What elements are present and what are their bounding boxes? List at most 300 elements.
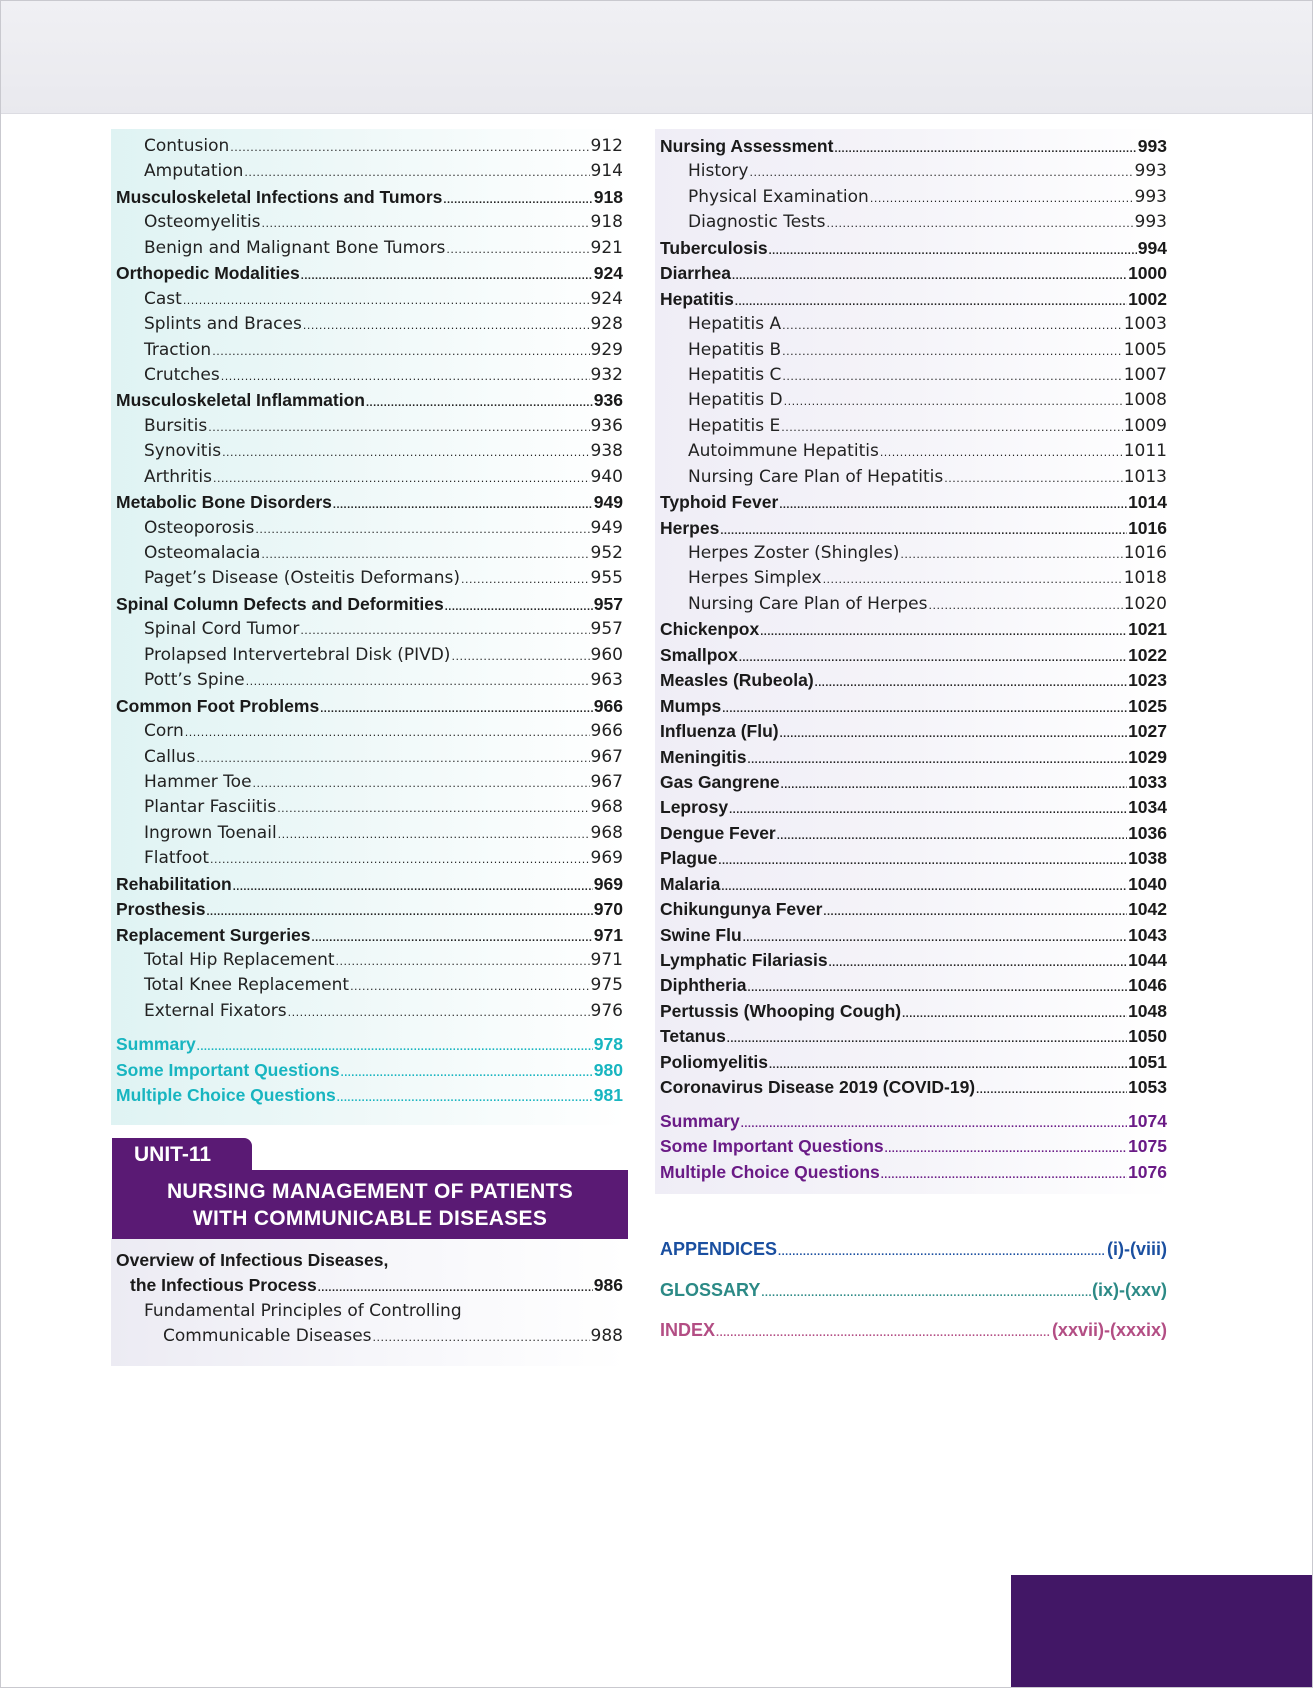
toc-entry[interactable] <box>116 617 623 642</box>
dot-leader <box>729 798 1127 823</box>
toc-entry-page: 1011 <box>1123 441 1167 462</box>
toc-entry[interactable] <box>116 261 623 286</box>
toc-entry[interactable] <box>116 134 623 159</box>
toc-entry[interactable] <box>116 795 623 820</box>
toc-entry-page: 966 <box>590 721 623 742</box>
dot-leader <box>197 1035 593 1060</box>
toc-entry-page: 1009 <box>1123 415 1167 436</box>
dot-leader <box>300 618 589 643</box>
toc-entry[interactable] <box>660 1134 1167 1159</box>
dot-leader <box>720 519 1127 544</box>
toc-entry[interactable] <box>660 745 1167 770</box>
toc-entry[interactable] <box>116 1058 623 1083</box>
toc-entry-title: Cast <box>144 288 182 309</box>
toc-entry-title: Hepatitis A <box>688 314 782 335</box>
toc-entry[interactable] <box>116 694 623 719</box>
toc-entry[interactable] <box>116 541 623 566</box>
dot-leader <box>741 1112 1127 1137</box>
unit-title-banner <box>112 1170 628 1239</box>
toc-entry[interactable] <box>116 516 623 541</box>
toc-entry[interactable] <box>660 795 1167 820</box>
toc-entry-page: 924 <box>590 288 623 309</box>
toc-entry[interactable] <box>660 134 1167 159</box>
toc-entry-title: Summary <box>660 1110 740 1131</box>
toc-entry-title: Callus <box>144 746 196 767</box>
toc-entry-page: 968 <box>590 822 623 843</box>
toc-left-column <box>116 134 623 1109</box>
dot-leader <box>827 211 1134 236</box>
toc-entry[interactable] <box>116 643 623 668</box>
toc-entry-page: 971 <box>590 950 623 970</box>
toc-entry[interactable] <box>660 1109 1167 1134</box>
toc-entry[interactable] <box>116 770 623 795</box>
toc-entry[interactable] <box>660 287 1167 312</box>
dot-leader <box>373 1325 590 1350</box>
toc-entry-page: 1027 <box>1128 721 1167 742</box>
dot-leader <box>823 567 1123 592</box>
toc-entry[interactable] <box>660 312 1167 337</box>
dot-leader <box>244 160 589 185</box>
toc-entry-page: 1075 <box>1128 1136 1167 1157</box>
toc-entry-title: Plantar Fasciitis <box>144 797 277 818</box>
toc-entry-title: Some Important Questions <box>116 1059 340 1080</box>
dot-leader <box>718 849 1127 874</box>
toc-entry[interactable] <box>660 694 1167 719</box>
toc-entry-title: Osteoporosis <box>144 517 255 538</box>
dot-leader <box>212 339 589 364</box>
toc-entry-page: 940 <box>590 466 623 487</box>
toc-entry-title: Nursing Care Plan of Herpes <box>688 593 928 614</box>
toc-entry[interactable] <box>660 948 1167 973</box>
dot-leader <box>748 748 1128 773</box>
dot-leader <box>301 264 593 289</box>
toc-entry[interactable] <box>660 973 1167 998</box>
dot-leader <box>262 211 590 236</box>
toc-entry-page: 1025 <box>1128 695 1167 716</box>
toc-entry-title: Hepatitis E <box>688 415 781 436</box>
toc-entry-title: APPENDICES <box>660 1239 778 1259</box>
toc-entry[interactable] <box>660 846 1167 871</box>
toc-entry[interactable] <box>116 745 623 770</box>
toc-entry[interactable] <box>660 338 1167 363</box>
corner-block <box>1011 1575 1313 1688</box>
toc-entry-title: Summary <box>116 1034 196 1055</box>
toc-entry-title: Smallpox <box>660 644 738 665</box>
dot-leader <box>233 875 593 900</box>
toc-entry-page: 975 <box>590 975 623 996</box>
toc-entry-title: Overview of Infectious Diseases, <box>116 1250 389 1270</box>
dot-leader <box>366 391 593 416</box>
toc-entry[interactable] <box>116 287 623 312</box>
toc-entry-title: Multiple Choice Questions <box>116 1085 336 1106</box>
toc-entry-page: 928 <box>590 314 623 335</box>
toc-entry-page: 960 <box>590 644 623 665</box>
toc-entry-title: Dengue Fever <box>660 822 776 843</box>
toc-entry[interactable] <box>660 185 1167 210</box>
toc-entry-page: 938 <box>590 441 623 462</box>
dot-leader <box>221 364 590 389</box>
toc-entry-title: Tetanus <box>660 1026 726 1047</box>
toc-entry-title: Chikungunya Fever <box>660 899 823 920</box>
toc-entry[interactable] <box>660 872 1167 897</box>
toc-entry[interactable] <box>660 1050 1167 1075</box>
toc-entry-page: 936 <box>590 415 623 436</box>
toc-entry-title: Poliomyelitis <box>660 1051 768 1072</box>
dot-leader <box>778 1240 1106 1265</box>
dot-leader <box>230 135 589 160</box>
dot-leader <box>881 1163 1127 1188</box>
toc-entry[interactable] <box>660 668 1167 693</box>
toc-entry[interactable] <box>116 1032 623 1057</box>
toc-entry[interactable] <box>116 414 623 439</box>
toc-entry[interactable] <box>116 948 623 973</box>
toc-entry-page: 936 <box>593 390 623 411</box>
toc-entry-title: Prolapsed Intervertebral Disk (PIVD) <box>144 644 451 665</box>
dot-leader <box>834 137 1136 162</box>
toc-entry-page: 1000 <box>1128 263 1167 284</box>
toc-entry-title: Pott’s Spine <box>144 670 245 691</box>
toc-entry-title: Fundamental Principles of Controlling <box>144 1300 462 1321</box>
dot-leader <box>185 720 590 745</box>
toc-entry[interactable] <box>116 566 623 591</box>
toc-entry[interactable] <box>116 999 623 1024</box>
dot-leader <box>183 288 590 313</box>
dot-leader <box>312 926 593 951</box>
toc-entry-page: 981 <box>593 1085 623 1106</box>
toc-entry-page: 1029 <box>1128 746 1167 767</box>
toc-entry-page: 1003 <box>1123 314 1167 335</box>
dot-leader <box>944 466 1122 491</box>
toc-entry[interactable] <box>660 1075 1167 1100</box>
toc-entry-page: 1020 <box>1123 593 1167 614</box>
toc-entry[interactable] <box>660 1160 1167 1185</box>
toc-entry-page: 967 <box>590 771 623 792</box>
toc-entry-title: Hepatitis <box>660 288 734 309</box>
dot-leader <box>350 974 589 999</box>
toc-entry-page: 949 <box>590 517 623 538</box>
toc-entry-title: Hepatitis B <box>688 339 782 360</box>
toc-entry-page: 957 <box>593 593 623 614</box>
toc-entry-title: Measles (Rubeola) <box>660 670 814 691</box>
toc-entry-title: Typhoid Fever <box>660 492 779 513</box>
toc-entry-title: Autoimmune Hepatitis <box>688 441 879 462</box>
toc-entry-title: Paget’s Disease (Osteitis Deformans) <box>144 568 460 589</box>
toc-entry[interactable] <box>116 388 623 413</box>
toc-entry[interactable] <box>660 643 1167 668</box>
toc-entry[interactable] <box>116 973 623 998</box>
toc-entry-page: 1013 <box>1123 466 1167 487</box>
toc-entry[interactable] <box>116 363 623 388</box>
dot-leader <box>206 900 592 925</box>
toc-entry[interactable] <box>660 1278 1167 1319</box>
toc-entry-page: 952 <box>590 543 623 563</box>
toc-entry[interactable] <box>116 439 623 464</box>
toc-entry-page: 1038 <box>1128 848 1167 869</box>
dot-leader <box>779 493 1127 518</box>
toc-entry-page: 949 <box>593 492 623 513</box>
toc-entry-title: Herpes Simplex <box>688 568 822 589</box>
toc-entry[interactable] <box>116 719 623 744</box>
toc-entry-page: 993 <box>1134 212 1167 233</box>
dot-leader <box>318 1276 593 1301</box>
toc-entry-title: Osteomyelitis <box>144 212 261 233</box>
toc-entry-page: 963 <box>590 670 623 691</box>
toc-entry[interactable] <box>116 185 623 210</box>
toc-entry-title: Hammer Toe <box>144 771 252 792</box>
toc-entry-title: Influenza (Flu) <box>660 721 779 742</box>
toc-entry-page: 1051 <box>1128 1051 1167 1072</box>
dot-leader <box>261 542 589 567</box>
toc-entry-title: INDEX <box>660 1320 716 1340</box>
toc-entry[interactable] <box>660 719 1167 744</box>
dot-leader <box>277 796 589 821</box>
dot-leader <box>246 669 590 694</box>
toc-entry[interactable] <box>660 236 1167 261</box>
dot-leader <box>278 822 590 847</box>
toc-entry[interactable] <box>660 210 1167 235</box>
toc-entry-page: 1033 <box>1128 771 1167 792</box>
dot-leader <box>902 1002 1127 1027</box>
toc-right-column <box>660 134 1167 1185</box>
toc-entry-title: Rehabilitation <box>116 873 232 894</box>
toc-entry-title: Malaria <box>660 873 721 894</box>
toc-entry[interactable] <box>660 923 1167 948</box>
toc-entry-title: Physical Examination <box>688 186 869 207</box>
dot-leader <box>782 313 1123 338</box>
toc-entry-title: Musculoskeletal Infections and Tumors <box>116 186 443 207</box>
toc-entry[interactable] <box>116 490 623 515</box>
toc-entry[interactable] <box>116 846 623 871</box>
toc-entry-title: Coronavirus Disease 2019 (COVID-19) <box>660 1077 976 1098</box>
toc-unit-column <box>116 1248 623 1350</box>
dot-leader <box>781 415 1123 440</box>
toc-entry[interactable] <box>116 159 623 184</box>
dot-leader <box>769 1053 1127 1078</box>
toc-entry[interactable] <box>660 363 1167 388</box>
dot-leader <box>303 313 590 338</box>
toc-entry-title: Metabolic Bone Disorders <box>116 492 332 513</box>
toc-entry-page: 1076 <box>1128 1161 1167 1182</box>
toc-entry[interactable] <box>116 1248 623 1273</box>
toc-entry[interactable] <box>660 999 1167 1024</box>
dot-leader <box>727 1027 1127 1052</box>
dot-leader <box>815 671 1127 696</box>
page-header-band <box>0 0 1313 114</box>
toc-entry[interactable] <box>660 566 1167 591</box>
toc-entry-title: Communicable Diseases <box>163 1326 372 1347</box>
dot-leader <box>445 595 593 620</box>
toc-entry-title: the Infectious Process <box>130 1275 317 1296</box>
toc-entry-title: Nursing Care Plan of Hepatitis <box>688 466 944 487</box>
dot-leader <box>320 697 593 722</box>
toc-entry-page: 980 <box>593 1059 623 1080</box>
dot-leader <box>777 824 1127 849</box>
toc-entry-title: External Fixators <box>144 1000 287 1021</box>
dot-leader <box>732 264 1127 289</box>
toc-entry-page: 918 <box>590 212 623 233</box>
toc-entry-title: Traction <box>144 339 212 360</box>
toc-entry-page: 1034 <box>1128 797 1167 818</box>
toc-entry-title: Plague <box>660 848 718 869</box>
toc-entry-page: 1050 <box>1128 1026 1167 1047</box>
dot-leader <box>446 237 589 262</box>
toc-entry-title: Total Knee Replacement <box>144 975 350 996</box>
toc-entry-page: 968 <box>590 797 623 818</box>
toc-entry-title: Spinal Cord Tumor <box>144 619 300 640</box>
toc-entry-page: 967 <box>590 746 623 767</box>
dot-leader <box>222 440 589 465</box>
toc-entry-page: 929 <box>590 339 623 360</box>
toc-entry-title: Hepatitis C <box>688 364 782 385</box>
dot-leader <box>336 949 590 974</box>
back-matter-list <box>660 1237 1167 1359</box>
toc-entry-title: Osteomalacia <box>144 543 261 563</box>
toc-entry[interactable] <box>116 1324 623 1349</box>
toc-entry-title: Leprosy <box>660 797 729 818</box>
toc-entry[interactable] <box>660 897 1167 922</box>
dot-leader <box>761 1281 1091 1306</box>
toc-entry[interactable] <box>116 1273 623 1298</box>
toc-entry-page: 914 <box>590 161 623 182</box>
toc-entry-title: Splints and Braces <box>144 314 302 335</box>
toc-entry-title: Nursing Assessment <box>660 136 834 156</box>
toc-entry-title: Flatfoot <box>144 848 210 869</box>
dot-leader <box>341 1061 593 1086</box>
toc-entry-page: 994 <box>1137 237 1167 258</box>
toc-entry-page: 955 <box>590 568 623 589</box>
toc-entry-title: Diarrhea <box>660 263 732 284</box>
toc-entry[interactable] <box>660 592 1167 617</box>
dot-leader <box>780 722 1127 747</box>
dot-leader <box>743 926 1127 951</box>
toc-entry-page: 912 <box>590 136 623 156</box>
toc-entry[interactable] <box>660 821 1167 846</box>
toc-entry[interactable] <box>660 541 1167 566</box>
toc-entry-title: Corn <box>144 721 184 742</box>
toc-entry[interactable] <box>116 1083 623 1108</box>
toc-entry[interactable] <box>660 388 1167 413</box>
toc-entry-title: Orthopedic Modalities <box>116 263 300 284</box>
toc-entry-page: 966 <box>593 695 623 716</box>
dot-leader <box>781 773 1127 798</box>
toc-entry[interactable] <box>116 668 623 693</box>
toc-entry-page: 1043 <box>1128 924 1167 945</box>
toc-entry-page: 1007 <box>1123 364 1167 385</box>
toc-entry-page: 1036 <box>1128 822 1167 843</box>
toc-entry-page: 1022 <box>1128 644 1167 665</box>
toc-entry-title: Swine Flu <box>660 924 742 945</box>
toc-entry-page: 1074 <box>1128 1110 1167 1131</box>
dot-leader <box>208 415 589 440</box>
toc-entry-page: 921 <box>590 237 623 258</box>
toc-entry-title: Arthritis <box>144 466 213 487</box>
toc-entry-page: 932 <box>590 364 623 385</box>
unit-title-line2: WITH COMMUNICABLE DISEASES <box>192 1207 548 1230</box>
toc-entry-page: (xxvii)-(xxxix) <box>1051 1320 1167 1340</box>
dot-leader <box>823 900 1127 925</box>
toc-entry-page: 1053 <box>1128 1077 1167 1098</box>
dot-leader <box>784 389 1123 414</box>
toc-entry[interactable] <box>660 1024 1167 1049</box>
toc-entry-page: 918 <box>593 186 623 207</box>
toc-entry-page: 971 <box>593 924 623 945</box>
dot-leader <box>716 1321 1051 1346</box>
toc-entry[interactable] <box>116 236 623 261</box>
toc-entry-title: Pertussis (Whooping Cough) <box>660 1000 902 1021</box>
dot-leader <box>739 646 1127 671</box>
toc-entry-page: 924 <box>593 263 623 284</box>
toc-entry[interactable] <box>660 414 1167 439</box>
toc-entry-page: 1021 <box>1128 619 1167 640</box>
toc-entry[interactable] <box>660 516 1167 541</box>
dot-leader <box>721 875 1127 900</box>
dot-leader <box>880 440 1123 465</box>
toc-entry[interactable] <box>116 897 623 922</box>
toc-entry-page: 1002 <box>1128 288 1167 309</box>
toc-entry[interactable] <box>116 592 623 617</box>
toc-entry[interactable] <box>116 338 623 363</box>
toc-entry[interactable] <box>660 490 1167 515</box>
toc-entry[interactable] <box>116 821 623 846</box>
toc-entry-page: 1048 <box>1128 1000 1167 1021</box>
toc-entry-title: Some Important Questions <box>660 1136 884 1157</box>
toc-entry-title: Common Foot Problems <box>116 695 320 716</box>
dot-leader <box>976 1078 1127 1103</box>
dot-leader <box>443 188 592 213</box>
toc-entry[interactable] <box>116 923 623 948</box>
dot-leader <box>829 951 1127 976</box>
toc-entry-title: Bursitis <box>144 415 208 436</box>
toc-entry[interactable] <box>660 261 1167 286</box>
dot-leader <box>885 1137 1127 1162</box>
toc-entry[interactable] <box>116 1299 623 1324</box>
toc-entry-title: Synovitis <box>144 441 222 462</box>
dot-leader <box>769 239 1137 264</box>
toc-entry[interactable] <box>660 1237 1167 1278</box>
toc-entry-page: 1040 <box>1128 873 1167 894</box>
toc-entry[interactable] <box>660 159 1167 184</box>
toc-entry-title: Chickenpox <box>660 619 760 640</box>
toc-entry-title: Crutches <box>144 364 220 385</box>
toc-entry[interactable] <box>116 465 623 490</box>
toc-entry-page: 993 <box>1134 161 1167 182</box>
dot-leader <box>451 644 589 669</box>
dot-leader <box>288 1000 590 1025</box>
toc-entry-page: 986 <box>593 1275 623 1296</box>
dot-leader <box>749 160 1133 185</box>
toc-entry-title: Diphtheria <box>660 975 747 996</box>
toc-entry-page: 1044 <box>1128 950 1167 970</box>
toc-entry-page: 993 <box>1137 136 1167 156</box>
toc-entry[interactable] <box>660 439 1167 464</box>
unit-title-line1: NURSING MANAGEMENT OF PATIENTS <box>166 1180 574 1203</box>
dot-leader <box>255 517 589 542</box>
toc-entry-page: 1016 <box>1128 517 1167 538</box>
toc-entry-page: (i)-(viii) <box>1107 1239 1167 1259</box>
toc-entry[interactable] <box>116 872 623 897</box>
toc-entry[interactable] <box>660 770 1167 795</box>
toc-entry[interactable] <box>116 312 623 337</box>
toc-entry-title: Mumps <box>660 695 722 716</box>
toc-entry-title: Spinal Column Defects and Deformities <box>116 593 444 614</box>
toc-entry-title: Diagnostic Tests <box>688 212 826 233</box>
toc-entry-title: Musculoskeletal Inflammation <box>116 390 365 411</box>
toc-entry[interactable] <box>116 210 623 235</box>
toc-entry-title: Multiple Choice Questions <box>660 1161 880 1182</box>
toc-entry[interactable] <box>660 617 1167 642</box>
toc-entry[interactable] <box>660 465 1167 490</box>
toc-entry[interactable] <box>660 1318 1167 1359</box>
